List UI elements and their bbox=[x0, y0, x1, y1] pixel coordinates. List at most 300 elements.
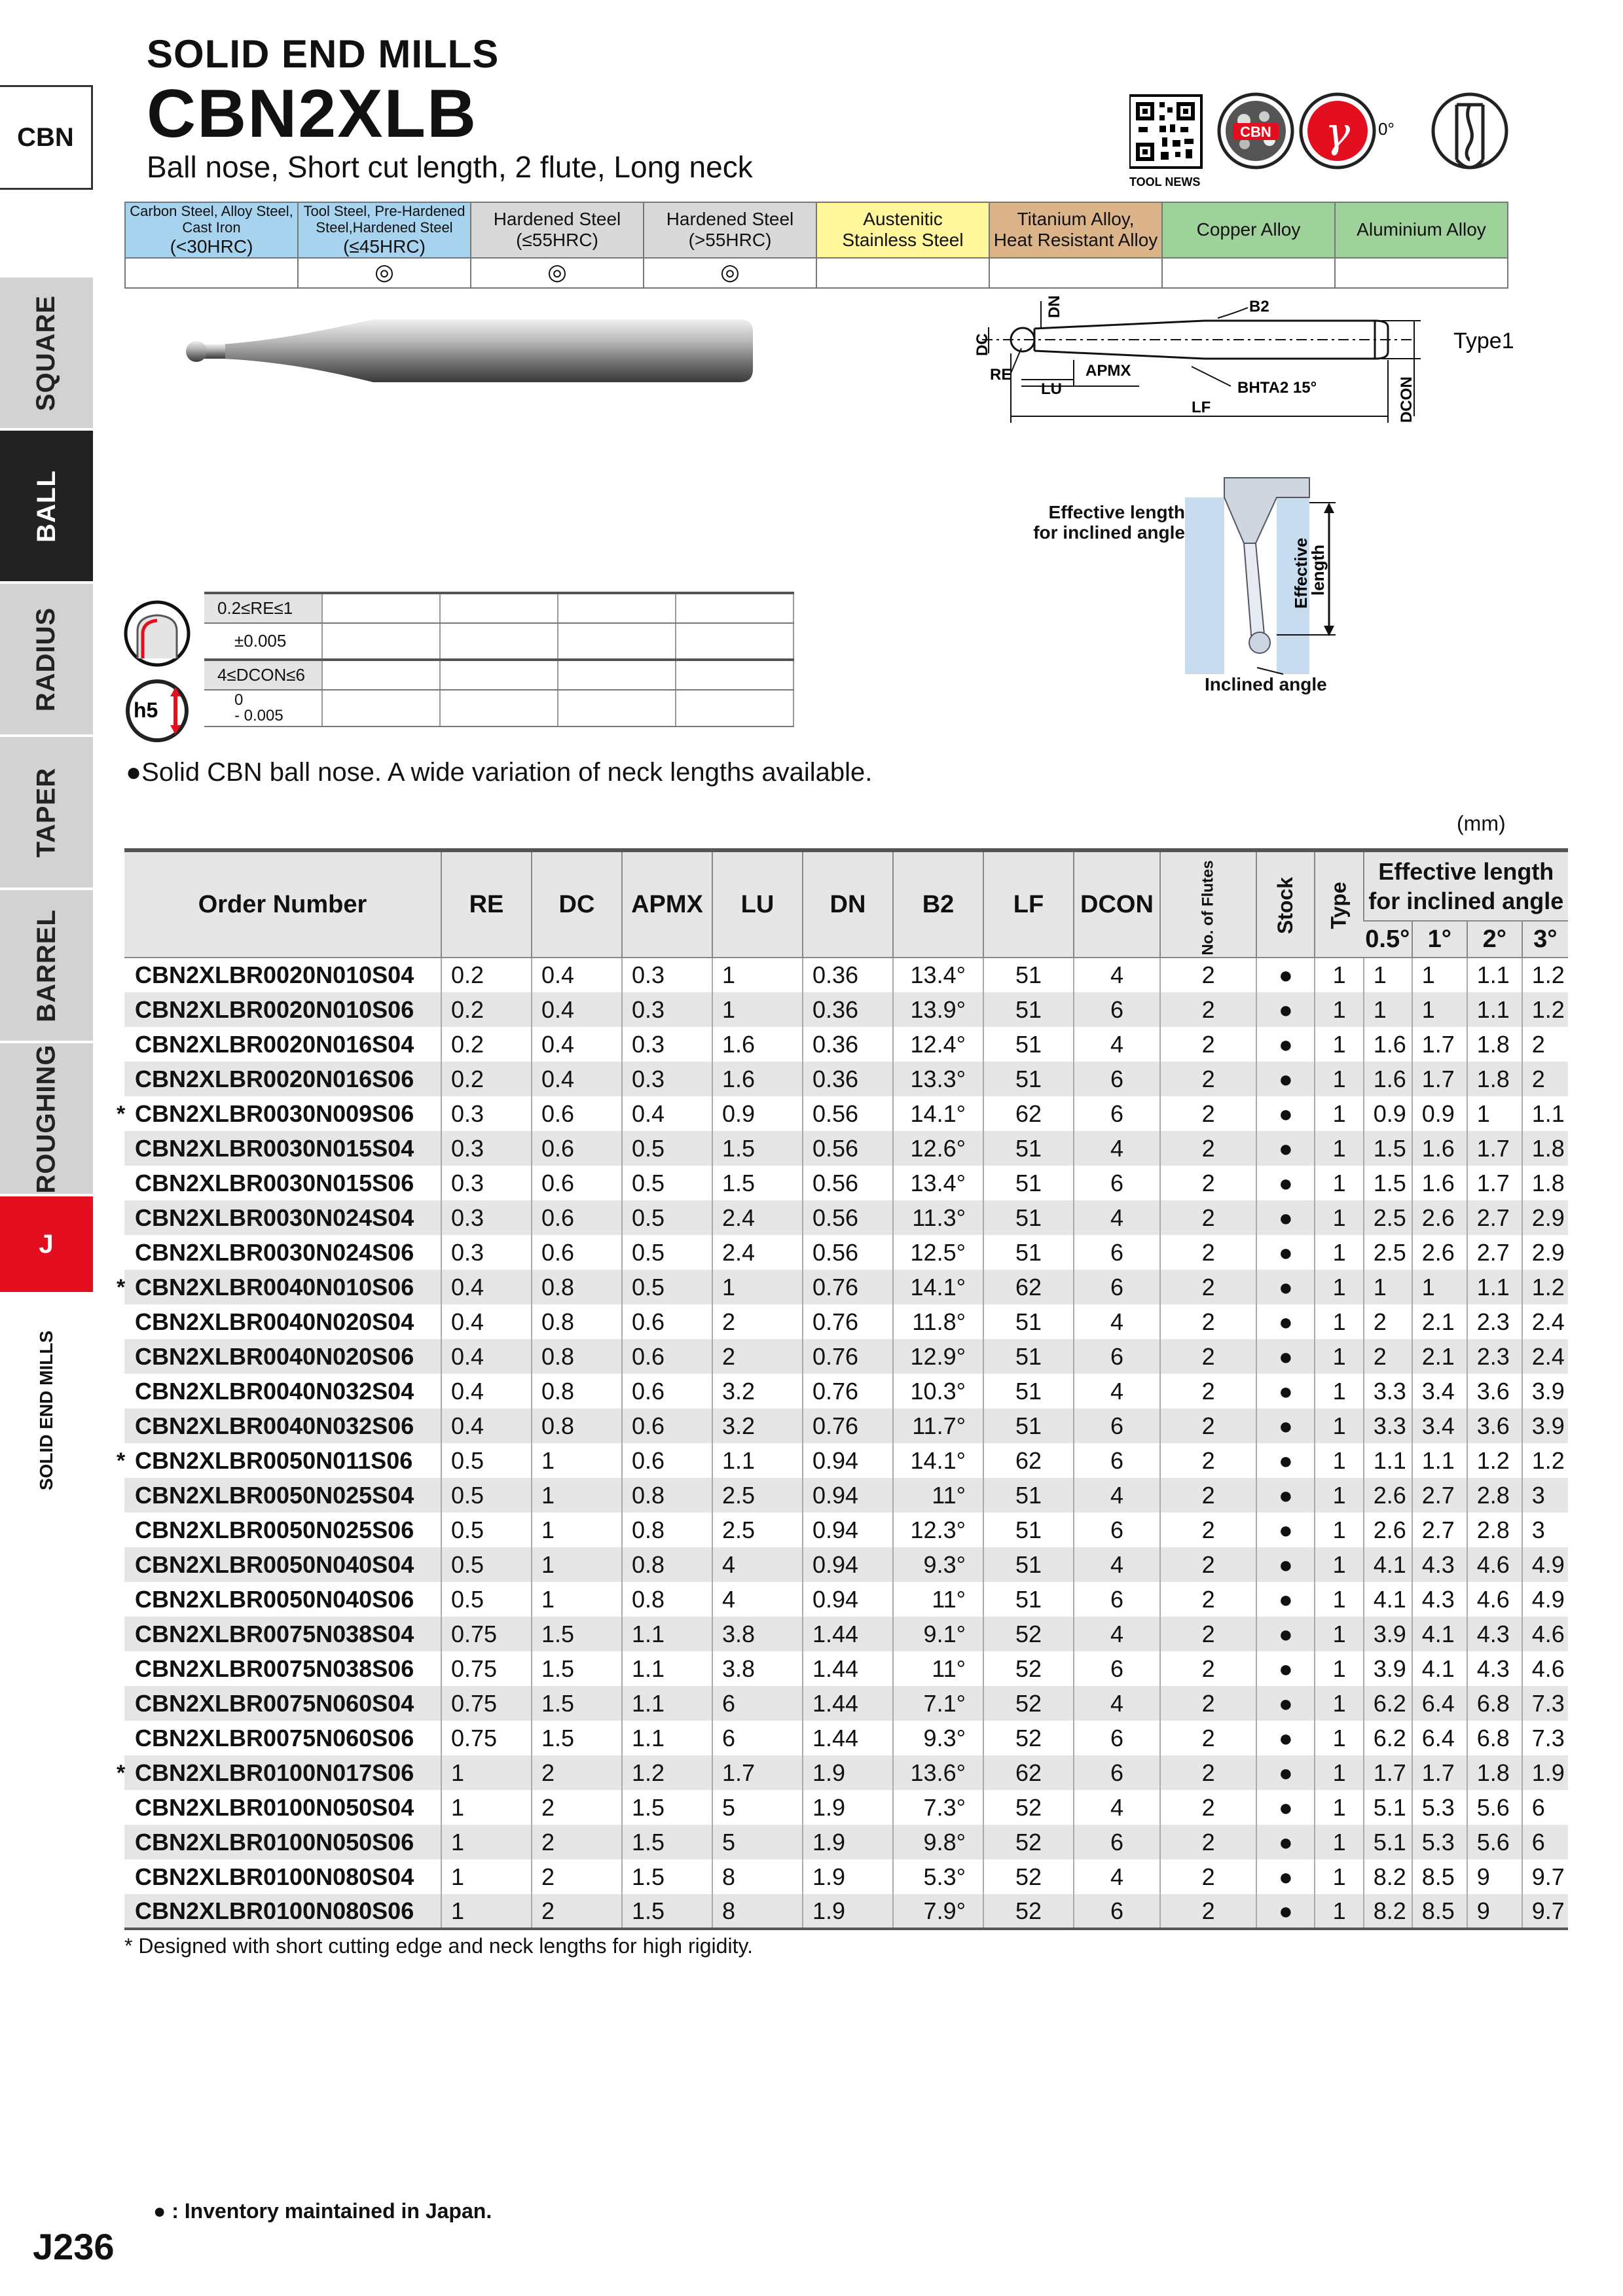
b2-cell: 9.8° bbox=[893, 1825, 983, 1859]
lf-cell: 52 bbox=[983, 1790, 1074, 1825]
apmx-cell: 0.8 bbox=[622, 1547, 712, 1582]
type-cell: 1 bbox=[1315, 1062, 1363, 1096]
dcon-cell: 6 bbox=[1074, 1235, 1160, 1270]
re-cell: 1 bbox=[441, 1894, 532, 1929]
order-number-cell bbox=[124, 1408, 441, 1443]
dcon-cell: 6 bbox=[1074, 1270, 1160, 1304]
dcon-cell: 4 bbox=[1074, 1200, 1160, 1235]
a2-cell: 1.7 bbox=[1467, 1166, 1522, 1200]
type-cell: 1 bbox=[1315, 1478, 1363, 1513]
apmx-cell: 1.2 bbox=[622, 1755, 712, 1790]
order-number-cell bbox=[124, 992, 441, 1027]
apmx-cell: 0.3 bbox=[622, 1062, 712, 1096]
stock-cell: ● bbox=[1256, 1096, 1315, 1131]
h5-tolerance-icon bbox=[126, 679, 189, 742]
b2-cell: 9.3° bbox=[893, 1547, 983, 1582]
page-number: J236 bbox=[33, 2226, 115, 2267]
flutes-cell: 2 bbox=[1160, 1339, 1256, 1374]
re-cell: 0.5 bbox=[441, 1582, 532, 1617]
a05-cell: 1 bbox=[1364, 992, 1412, 1027]
dcon-cell: 6 bbox=[1074, 992, 1160, 1027]
flutes-cell: 2 bbox=[1160, 1894, 1256, 1929]
stock-cell: ● bbox=[1256, 1443, 1315, 1478]
a1-cell: 6.4 bbox=[1412, 1686, 1467, 1721]
tool-photo bbox=[177, 298, 753, 397]
order-number: CBN2XLBR0030N015S06 bbox=[135, 1169, 414, 1196]
a3-cell: 6 bbox=[1522, 1825, 1568, 1859]
order-number: CBN2XLBR0020N010S06 bbox=[135, 996, 414, 1023]
rigidity-star: * bbox=[117, 1761, 126, 1785]
a1-cell: 4.3 bbox=[1412, 1547, 1467, 1582]
lu-cell: 1.6 bbox=[712, 1062, 803, 1096]
table-row bbox=[124, 1825, 1568, 1859]
feature-description: ●Solid CBN ball nose. A wide variation of neck lengths available. bbox=[126, 758, 873, 787]
a3-cell: 4.6 bbox=[1522, 1651, 1568, 1686]
b2-cell: 11° bbox=[893, 1478, 983, 1513]
lu-cell: 2.4 bbox=[712, 1235, 803, 1270]
b2-cell: 12.3° bbox=[893, 1513, 983, 1547]
dn-cell: 0.76 bbox=[803, 1408, 893, 1443]
b2-cell: 13.9° bbox=[893, 992, 983, 1027]
dc-cell: 1 bbox=[532, 1582, 622, 1617]
a2-cell: 6.8 bbox=[1467, 1686, 1522, 1721]
a1-cell: 1.6 bbox=[1412, 1166, 1467, 1200]
type-cell: 1 bbox=[1315, 1651, 1363, 1686]
stock-cell: ● bbox=[1256, 1339, 1315, 1374]
dn-cell: 0.76 bbox=[803, 1270, 893, 1304]
a1-cell: 1 bbox=[1412, 1270, 1467, 1304]
re-label: RE bbox=[990, 366, 1012, 384]
lu-cell: 1 bbox=[712, 1270, 803, 1304]
re-cell: 0.3 bbox=[441, 1096, 532, 1131]
dn-cell: 0.76 bbox=[803, 1374, 893, 1408]
a2-cell: 2.3 bbox=[1467, 1339, 1522, 1374]
inclined-angle-drawing bbox=[1178, 471, 1349, 694]
side-tab-taper[interactable]: TAPER bbox=[0, 737, 93, 890]
type-cell: 1 bbox=[1315, 1547, 1363, 1582]
suitability-mark bbox=[125, 258, 298, 288]
lf-cell: 52 bbox=[983, 1686, 1074, 1721]
type-cell: 1 bbox=[1315, 1374, 1363, 1408]
side-tab-barrel[interactable]: BARREL bbox=[0, 890, 93, 1043]
flutes-cell: 2 bbox=[1160, 1721, 1256, 1755]
re-cell: 0.75 bbox=[441, 1651, 532, 1686]
lu-cell: 5 bbox=[712, 1790, 803, 1825]
a1-cell: 2.7 bbox=[1412, 1478, 1467, 1513]
lf-cell: 51 bbox=[983, 1027, 1074, 1062]
a2-cell: 3.6 bbox=[1467, 1408, 1522, 1443]
dn-cell: 0.94 bbox=[803, 1513, 893, 1547]
flutes-cell: 2 bbox=[1160, 1027, 1256, 1062]
a3-cell: 4.6 bbox=[1522, 1617, 1568, 1651]
dcon-cell: 4 bbox=[1074, 1478, 1160, 1513]
re-cell: 1 bbox=[441, 1790, 532, 1825]
order-number-cell bbox=[124, 1686, 441, 1721]
table-row bbox=[124, 1617, 1568, 1651]
stock-cell: ● bbox=[1256, 1721, 1315, 1755]
re-cell: 1 bbox=[441, 1755, 532, 1790]
a2-cell: 4.3 bbox=[1467, 1617, 1522, 1651]
stock-cell: ● bbox=[1256, 1408, 1315, 1443]
re-cell: 0.2 bbox=[441, 958, 532, 992]
helix-angle-icon bbox=[1301, 94, 1395, 168]
a2-cell: 2.7 bbox=[1467, 1200, 1522, 1235]
re-cell: 0.75 bbox=[441, 1617, 532, 1651]
re-cell: 0.5 bbox=[441, 1513, 532, 1547]
re-cell: 0.2 bbox=[441, 992, 532, 1027]
b2-cell: 10.3° bbox=[893, 1374, 983, 1408]
dcon-cell: 4 bbox=[1074, 958, 1160, 992]
flutes-cell: 2 bbox=[1160, 1374, 1256, 1408]
dc-label: DC bbox=[974, 333, 991, 356]
lf-cell: 52 bbox=[983, 1651, 1074, 1686]
type-cell: 1 bbox=[1315, 1686, 1363, 1721]
a3-cell: 6 bbox=[1522, 1790, 1568, 1825]
order-number-cell bbox=[117, 1096, 441, 1131]
order-number: CBN2XLBR0075N038S04 bbox=[135, 1620, 414, 1647]
a1-cell: 3.4 bbox=[1412, 1408, 1467, 1443]
product-name: CBN2XLB bbox=[147, 76, 478, 152]
lf-cell: 51 bbox=[983, 1478, 1074, 1513]
order-number: CBN2XLBR0100N080S04 bbox=[135, 1863, 414, 1890]
order-number-cell bbox=[124, 1617, 441, 1651]
re-cell: 0.2 bbox=[441, 1062, 532, 1096]
dcon-cell: 4 bbox=[1074, 1374, 1160, 1408]
material-hardened-55: Hardened Steel (≤55HRC) bbox=[471, 202, 644, 258]
lf-cell: 51 bbox=[983, 1374, 1074, 1408]
apmx-cell: 0.6 bbox=[622, 1408, 712, 1443]
order-number: CBN2XLBR0050N011S06 bbox=[135, 1446, 413, 1474]
re-cell: 0.75 bbox=[441, 1721, 532, 1755]
order-number: CBN2XLBR0040N020S04 bbox=[135, 1308, 414, 1335]
apmx-cell: 0.8 bbox=[622, 1513, 712, 1547]
flutes-cell: 2 bbox=[1160, 1062, 1256, 1096]
stock-cell: ● bbox=[1256, 1131, 1315, 1166]
inclined-angle-caption: Inclined angle bbox=[1205, 674, 1327, 694]
dcon-cell: 6 bbox=[1074, 1408, 1160, 1443]
two-flute-icon bbox=[1433, 94, 1506, 168]
dn-cell: 0.56 bbox=[803, 1096, 893, 1131]
a1-cell: 1.7 bbox=[1412, 1755, 1467, 1790]
order-number: CBN2XLBR0020N016S06 bbox=[135, 1065, 414, 1092]
dc-cell: 1 bbox=[532, 1443, 622, 1478]
order-number-cell bbox=[117, 1755, 441, 1790]
dc-cell: 0.6 bbox=[532, 1200, 622, 1235]
a3-cell: 1.8 bbox=[1522, 1131, 1568, 1166]
dn-cell: 0.56 bbox=[803, 1200, 893, 1235]
a3-cell: 2.4 bbox=[1522, 1339, 1568, 1374]
re-cell: 0.3 bbox=[441, 1166, 532, 1200]
dn-cell: 0.36 bbox=[803, 1062, 893, 1096]
order-number-cell bbox=[124, 1582, 441, 1617]
flutes-cell: 2 bbox=[1160, 1270, 1256, 1304]
flutes-cell: 2 bbox=[1160, 1166, 1256, 1200]
table-row bbox=[124, 1686, 1568, 1721]
stock-cell: ● bbox=[1256, 1235, 1315, 1270]
b2-cell: 12.9° bbox=[893, 1339, 983, 1374]
type-cell: 1 bbox=[1315, 1131, 1363, 1166]
b2-cell: 7.1° bbox=[893, 1686, 983, 1721]
side-tab-radius[interactable]: RADIUS bbox=[0, 584, 93, 737]
order-number-cell bbox=[124, 1478, 441, 1513]
table-row bbox=[124, 1131, 1568, 1166]
a05-cell: 2 bbox=[1364, 1339, 1412, 1374]
a3-cell: 9.7 bbox=[1522, 1894, 1568, 1929]
col-angle-3: 3° bbox=[1522, 921, 1568, 958]
a05-cell: 8.2 bbox=[1364, 1859, 1412, 1894]
lf-cell: 51 bbox=[983, 1513, 1074, 1547]
a3-cell: 9.7 bbox=[1522, 1859, 1568, 1894]
b2-cell: 11.7° bbox=[893, 1408, 983, 1443]
order-number: CBN2XLBR0030N015S04 bbox=[135, 1134, 414, 1162]
dc-cell: 0.8 bbox=[532, 1304, 622, 1339]
a05-cell: 4.1 bbox=[1364, 1582, 1412, 1617]
suitability-mark bbox=[989, 258, 1162, 288]
re-cell: 0.4 bbox=[441, 1408, 532, 1443]
apmx-cell: 1.5 bbox=[622, 1894, 712, 1929]
flutes-cell: 2 bbox=[1160, 1200, 1256, 1235]
dn-cell: 0.94 bbox=[803, 1443, 893, 1478]
lu-cell: 1 bbox=[712, 958, 803, 992]
dn-cell: 0.56 bbox=[803, 1166, 893, 1200]
dcon-cell: 6 bbox=[1074, 1443, 1160, 1478]
type-cell: 1 bbox=[1315, 1443, 1363, 1478]
lu-cell: 1.7 bbox=[712, 1755, 803, 1790]
dn-cell: 0.36 bbox=[803, 958, 893, 992]
type-label: Type1 bbox=[1453, 329, 1514, 353]
flutes-cell: 2 bbox=[1160, 958, 1256, 992]
a05-cell: 1.1 bbox=[1364, 1443, 1412, 1478]
a05-cell: 3.9 bbox=[1364, 1617, 1412, 1651]
type-cell: 1 bbox=[1315, 1582, 1363, 1617]
rigidity-star: * bbox=[117, 1275, 126, 1300]
col-dn: DN bbox=[803, 850, 893, 958]
a2-cell: 6.8 bbox=[1467, 1721, 1522, 1755]
a3-cell: 3.9 bbox=[1522, 1374, 1568, 1408]
b2-cell: 9.3° bbox=[893, 1721, 983, 1755]
a1-cell: 8.5 bbox=[1412, 1894, 1467, 1929]
side-tab-ball[interactable]: BALL bbox=[0, 431, 93, 584]
table-row bbox=[124, 1859, 1568, 1894]
dc-cell: 0.8 bbox=[532, 1339, 622, 1374]
suitability-mark: ◎ bbox=[298, 258, 471, 288]
rigidity-star: * bbox=[117, 1448, 126, 1473]
type-cell: 1 bbox=[1315, 1304, 1363, 1339]
a2-cell: 2.3 bbox=[1467, 1304, 1522, 1339]
lu-cell: 3.8 bbox=[712, 1617, 803, 1651]
unit-label: (mm) bbox=[1457, 812, 1506, 835]
dcon-cell: 4 bbox=[1074, 1131, 1160, 1166]
dcon-cell: 6 bbox=[1074, 1339, 1160, 1374]
stock-cell: ● bbox=[1256, 1755, 1315, 1790]
apmx-cell: 1.5 bbox=[622, 1859, 712, 1894]
apmx-cell: 1.1 bbox=[622, 1686, 712, 1721]
re-cell: 0.4 bbox=[441, 1304, 532, 1339]
dc-cell: 1.5 bbox=[532, 1617, 622, 1651]
b2-cell: 11.3° bbox=[893, 1200, 983, 1235]
dn-cell: 0.94 bbox=[803, 1582, 893, 1617]
dc-cell: 0.8 bbox=[532, 1270, 622, 1304]
a3-cell: 1.8 bbox=[1522, 1166, 1568, 1200]
b2-cell: 13.6° bbox=[893, 1755, 983, 1790]
a3-cell: 3 bbox=[1522, 1513, 1568, 1547]
dc-cell: 0.4 bbox=[532, 992, 622, 1027]
a05-cell: 1 bbox=[1364, 958, 1412, 992]
col-re: RE bbox=[441, 850, 532, 958]
a05-cell: 8.2 bbox=[1364, 1894, 1412, 1929]
a2-cell: 2.8 bbox=[1467, 1513, 1522, 1547]
dc-cell: 0.6 bbox=[532, 1096, 622, 1131]
dcon-label: DCON bbox=[1398, 376, 1415, 423]
re-tolerance: ±0.005 bbox=[204, 623, 322, 660]
table-row bbox=[124, 1755, 1568, 1790]
material-aluminium: Aluminium Alloy bbox=[1335, 202, 1508, 258]
b2-cell: 13.4° bbox=[893, 1166, 983, 1200]
dn-cell: 0.76 bbox=[803, 1339, 893, 1374]
dn-cell: 0.94 bbox=[803, 1547, 893, 1582]
re-cell: 0.5 bbox=[441, 1547, 532, 1582]
b2-cell: 7.3° bbox=[893, 1790, 983, 1825]
b2-label: B2 bbox=[1249, 298, 1269, 315]
stock-cell: ● bbox=[1256, 1582, 1315, 1617]
table-row bbox=[124, 1478, 1568, 1513]
apmx-cell: 0.5 bbox=[622, 1270, 712, 1304]
order-number: CBN2XLBR0100N080S06 bbox=[135, 1897, 414, 1924]
dimension-drawing bbox=[943, 288, 1519, 425]
dn-cell: 1.44 bbox=[803, 1686, 893, 1721]
lf-cell: 62 bbox=[983, 1270, 1074, 1304]
order-number-cell bbox=[124, 1374, 441, 1408]
a3-cell: 1.2 bbox=[1522, 1270, 1568, 1304]
a1-cell: 2.7 bbox=[1412, 1513, 1467, 1547]
flutes-cell: 2 bbox=[1160, 1859, 1256, 1894]
table-row bbox=[124, 958, 1568, 992]
stock-cell: ● bbox=[1256, 1651, 1315, 1686]
stock-cell: ● bbox=[1256, 1513, 1315, 1547]
a05-cell: 2.5 bbox=[1364, 1200, 1412, 1235]
a2-cell: 1.1 bbox=[1467, 1270, 1522, 1304]
a2-cell: 5.6 bbox=[1467, 1825, 1522, 1859]
order-number: CBN2XLBR0040N032S04 bbox=[135, 1377, 414, 1405]
b2-cell: 13.4° bbox=[893, 958, 983, 992]
lu-cell: 3.2 bbox=[712, 1408, 803, 1443]
stock-cell: ● bbox=[1256, 1859, 1315, 1894]
lf-cell: 52 bbox=[983, 1825, 1074, 1859]
apmx-cell: 1.1 bbox=[622, 1617, 712, 1651]
a2-cell: 1 bbox=[1467, 1096, 1522, 1131]
order-number-cell bbox=[124, 1513, 441, 1547]
a05-cell: 3.3 bbox=[1364, 1408, 1412, 1443]
side-tab-roughing[interactable]: ROUGHING bbox=[0, 1043, 93, 1196]
a05-cell: 6.2 bbox=[1364, 1686, 1412, 1721]
dc-cell: 0.4 bbox=[532, 1062, 622, 1096]
lf-cell: 52 bbox=[983, 1859, 1074, 1894]
rigidity-footnote: * Designed with short cutting edge and neck lengths for high rigidity. bbox=[124, 1934, 753, 1958]
lf-cell: 62 bbox=[983, 1096, 1074, 1131]
order-number-cell bbox=[124, 1339, 441, 1374]
product-table bbox=[117, 848, 1568, 1930]
lf-cell: 51 bbox=[983, 1235, 1074, 1270]
stock-cell: ● bbox=[1256, 1374, 1315, 1408]
apmx-cell: 0.5 bbox=[622, 1235, 712, 1270]
table-row bbox=[124, 1235, 1568, 1270]
type-cell: 1 bbox=[1315, 1859, 1363, 1894]
stock-cell: ● bbox=[1256, 1304, 1315, 1339]
a1-cell: 0.9 bbox=[1412, 1096, 1467, 1131]
dcon-cell: 4 bbox=[1074, 1617, 1160, 1651]
order-number-cell bbox=[124, 1825, 441, 1859]
dn-label: DN bbox=[1046, 295, 1063, 318]
effective-length-caption: Effective length for inclined angle bbox=[1033, 502, 1185, 543]
a2-cell: 4.6 bbox=[1467, 1547, 1522, 1582]
type-cell: 1 bbox=[1315, 1617, 1363, 1651]
a1-cell: 5.3 bbox=[1412, 1825, 1467, 1859]
a05-cell: 2 bbox=[1364, 1304, 1412, 1339]
rigidity-star: * bbox=[117, 1102, 126, 1126]
dn-cell: 1.44 bbox=[803, 1651, 893, 1686]
order-number-cell bbox=[117, 1443, 441, 1478]
side-tab-square[interactable]: SQUARE bbox=[0, 278, 93, 431]
a3-cell: 1.2 bbox=[1522, 1443, 1568, 1478]
order-number-cell bbox=[124, 1547, 441, 1582]
a05-cell: 1 bbox=[1364, 1270, 1412, 1304]
dcon-cell: 4 bbox=[1074, 1859, 1160, 1894]
a2-cell: 1.1 bbox=[1467, 992, 1522, 1027]
a2-cell: 9 bbox=[1467, 1859, 1522, 1894]
dcon-cell: 6 bbox=[1074, 1894, 1160, 1929]
order-number: CBN2XLBR0075N038S06 bbox=[135, 1655, 414, 1682]
a3-cell: 2.9 bbox=[1522, 1200, 1568, 1235]
table-row bbox=[124, 1547, 1568, 1582]
side-tab-j[interactable]: J bbox=[0, 1196, 93, 1295]
dc-cell: 1 bbox=[532, 1513, 622, 1547]
material-table bbox=[124, 202, 1508, 289]
qr-code-icon[interactable] bbox=[1129, 96, 1201, 168]
dn-cell: 0.36 bbox=[803, 1027, 893, 1062]
order-number: CBN2XLBR0050N025S04 bbox=[135, 1481, 414, 1509]
dc-cell: 0.6 bbox=[532, 1235, 622, 1270]
b2-cell: 14.1° bbox=[893, 1443, 983, 1478]
dcon-range: 4≤DCON≤6 bbox=[204, 660, 322, 690]
col-type: Type bbox=[1315, 850, 1363, 958]
type-cell: 1 bbox=[1315, 1721, 1363, 1755]
stock-cell: ● bbox=[1256, 1617, 1315, 1651]
table-row bbox=[124, 1408, 1568, 1443]
a05-cell: 4.1 bbox=[1364, 1547, 1412, 1582]
type-cell: 1 bbox=[1315, 1790, 1363, 1825]
dc-cell: 0.6 bbox=[532, 1166, 622, 1200]
table-row bbox=[124, 1894, 1568, 1929]
dcon-cell: 6 bbox=[1074, 1825, 1160, 1859]
lf-cell: 51 bbox=[983, 1200, 1074, 1235]
lf-cell: 51 bbox=[983, 1582, 1074, 1617]
stock-cell: ● bbox=[1256, 1894, 1315, 1929]
col-angle-05: 0.5° bbox=[1364, 921, 1412, 958]
a05-cell: 5.1 bbox=[1364, 1790, 1412, 1825]
apmx-cell: 0.8 bbox=[622, 1582, 712, 1617]
h5-label: h5 bbox=[134, 698, 158, 722]
stock-cell: ● bbox=[1256, 1270, 1315, 1304]
col-lu: LU bbox=[712, 850, 803, 958]
apmx-cell: 0.8 bbox=[622, 1478, 712, 1513]
dcon-tolerance: 0 - 0.005 bbox=[204, 690, 322, 726]
type-cell: 1 bbox=[1315, 992, 1363, 1027]
type-cell: 1 bbox=[1315, 1755, 1363, 1790]
order-number: CBN2XLBR0100N017S06 bbox=[135, 1759, 414, 1786]
a3-cell: 2 bbox=[1522, 1027, 1568, 1062]
material-stainless: Austenitic Stainless Steel bbox=[816, 202, 989, 258]
dcon-cell: 6 bbox=[1074, 1513, 1160, 1547]
